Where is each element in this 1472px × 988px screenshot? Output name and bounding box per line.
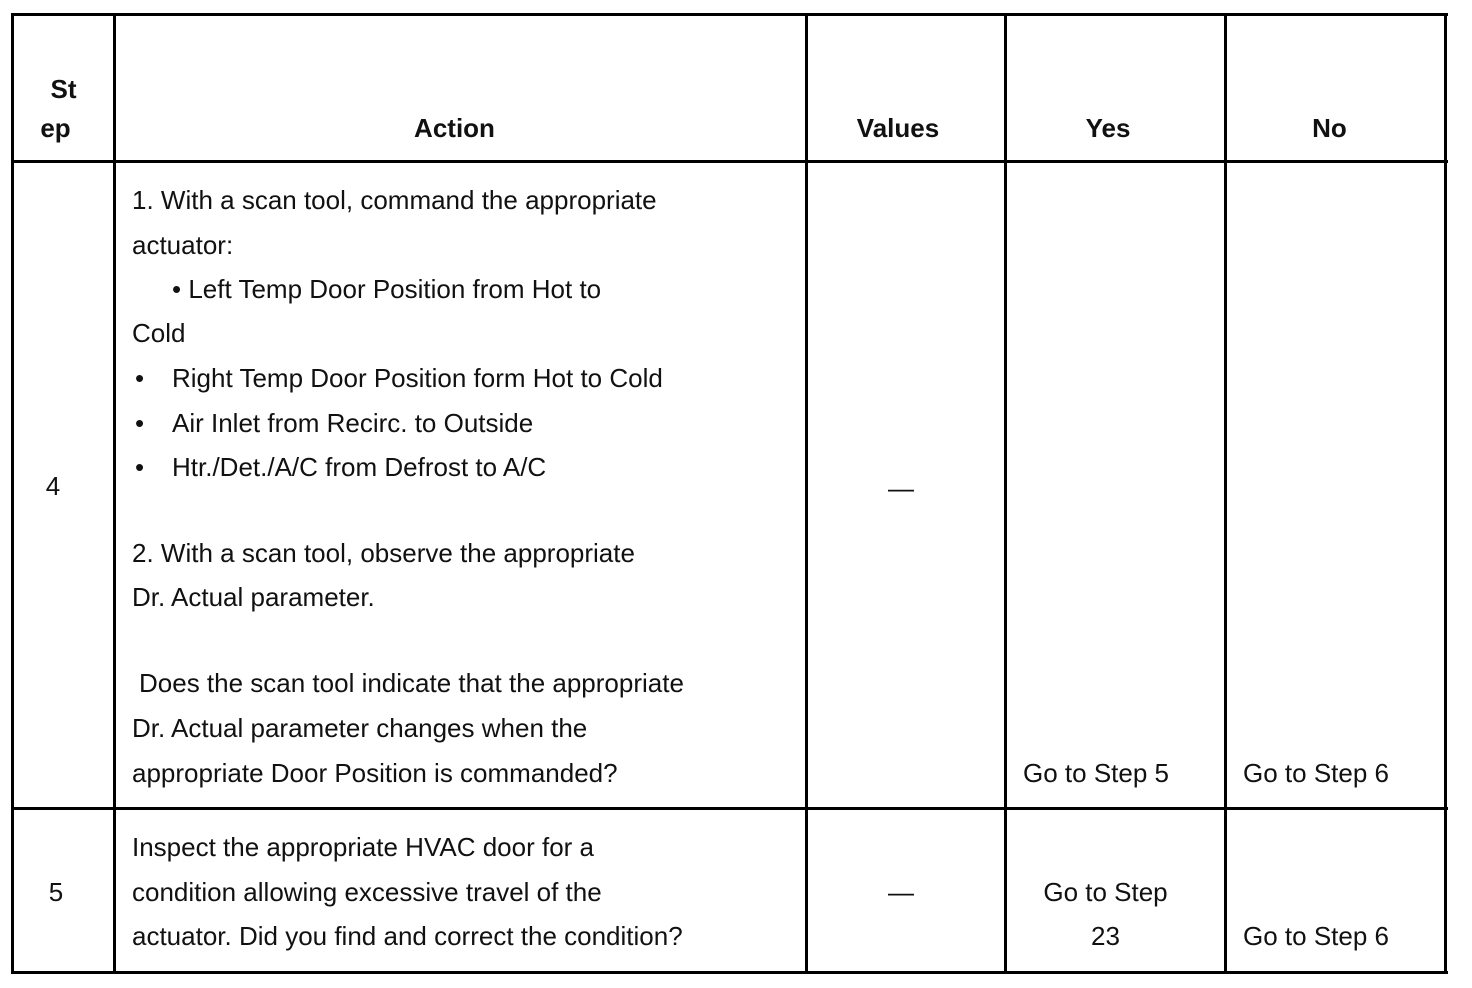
column-divider-step <box>113 13 116 974</box>
row-5-action-line: condition allowing excessive travel of the <box>132 877 602 907</box>
row-4-action-line: Dr. Actual parameter. <box>132 582 375 612</box>
row-4-action-line: actuator: <box>132 230 234 260</box>
table-border-bottom <box>11 971 1448 974</box>
bullet: • <box>135 363 145 393</box>
header-step-line2: ep <box>40 113 71 143</box>
bullet: • <box>135 452 145 482</box>
row-4-step: 4 <box>45 471 61 501</box>
row-5-values: — <box>888 877 914 907</box>
bullet: • <box>135 408 145 438</box>
header-divider <box>11 160 1448 163</box>
column-divider-values <box>1004 13 1007 974</box>
row-divider <box>11 807 1448 810</box>
row-4-action-line: Right Temp Door Position form Hot to Cold <box>172 363 663 393</box>
row-5-action-line: actuator. Did you find and correct the condition? <box>132 921 683 951</box>
row-5-yes-line2: 23 <box>1091 921 1120 951</box>
row-4-action-line: Cold <box>132 318 186 348</box>
header-yes: Yes <box>1085 113 1131 143</box>
header-step-line1: St <box>50 74 77 104</box>
header-no: No <box>1312 113 1347 143</box>
column-divider-yes <box>1224 13 1227 974</box>
table-border-right <box>1444 13 1447 974</box>
header-values: Values <box>856 113 940 143</box>
row-4-action-line: 2. With a scan tool, observe the appropriate <box>132 538 635 568</box>
row-5-step: 5 <box>48 877 64 907</box>
row-4-no: Go to Step 6 <box>1243 758 1389 788</box>
table-border-top <box>11 13 1448 16</box>
row-5-action-line: Inspect the appropriate HVAC door for a <box>132 832 594 862</box>
row-4-values: — <box>888 473 914 503</box>
row-4-action-line: Does the scan tool indicate that the appropriate <box>139 668 684 698</box>
row-4-action-line: • Left Temp Door Position from Hot to <box>172 274 602 304</box>
row-4-yes: Go to Step 5 <box>1023 758 1169 788</box>
row-5-no: Go to Step 6 <box>1243 921 1389 951</box>
row-4-action-line: Dr. Actual parameter changes when the <box>132 713 588 743</box>
row-4-action-line: Air Inlet from Recirc. to Outside <box>172 408 534 438</box>
row-4-action-line: 1. With a scan tool, command the appropriate <box>132 185 657 215</box>
row-5-yes-line1: Go to Step <box>1043 877 1168 907</box>
row-4-action-line: appropriate Door Position is commanded? <box>132 758 618 788</box>
row-4-action-line: Htr./Det./A/C from Defrost to A/C <box>172 452 547 482</box>
header-action: Action <box>414 113 495 143</box>
